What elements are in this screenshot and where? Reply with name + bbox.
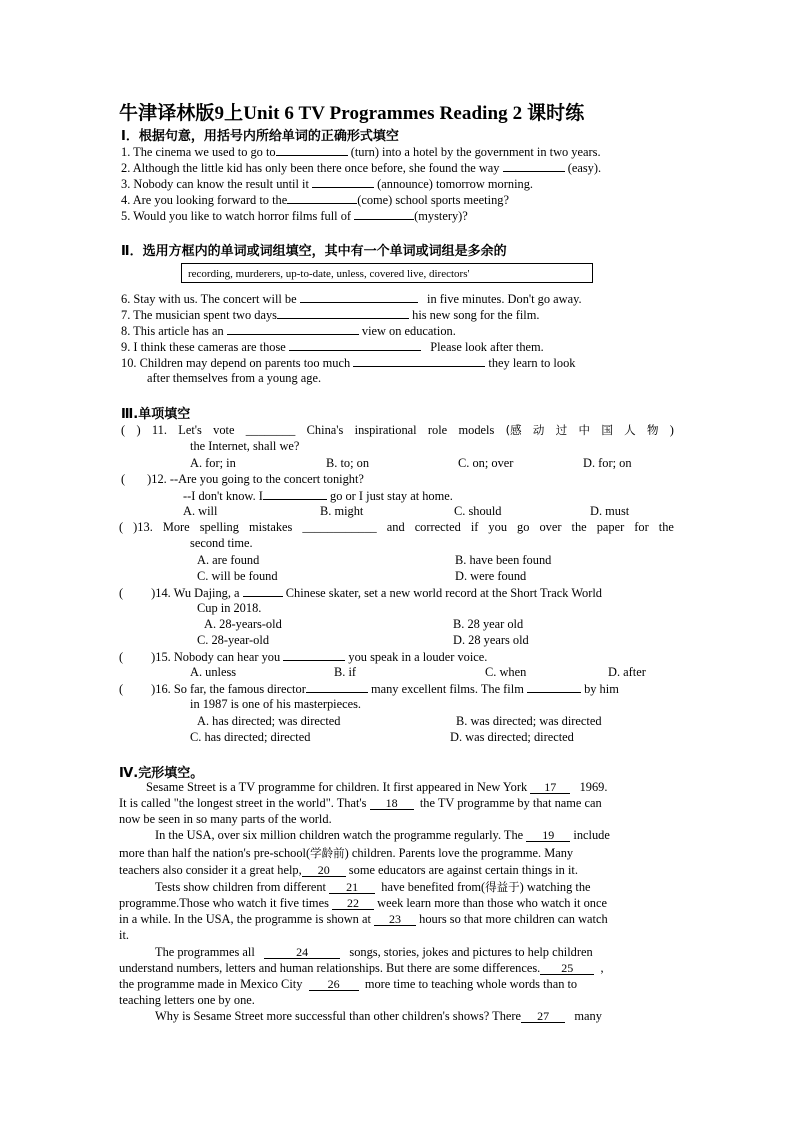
answer-blank-16b[interactable] [527, 680, 581, 693]
answer-blank-3[interactable] [312, 175, 374, 188]
q16-option-a[interactable]: A. has directed; was directed [197, 714, 341, 728]
question-14-line2: Cup in 2018. [197, 601, 262, 615]
answer-blank-14[interactable] [243, 584, 283, 597]
q16-option-d[interactable]: D. was directed; directed [450, 730, 574, 744]
cloze-blank-27[interactable]: 27 [521, 1010, 565, 1023]
q12-option-a[interactable]: A. will [183, 504, 218, 518]
cloze-blank-26[interactable]: 26 [309, 978, 359, 991]
q14-option-d[interactable]: D. 28 years old [453, 633, 529, 647]
answer-blank-1[interactable] [276, 143, 348, 156]
passage-p2-line1: In the USA, over six million children watch the programme regularly. The 19 include [155, 828, 610, 842]
q15-option-d[interactable]: D. after [608, 665, 646, 679]
word-bank-box: recording, murderers, up-to-date, unless, covered live, directors' [181, 263, 593, 283]
answer-blank-12[interactable] [263, 487, 327, 500]
question-7: 7. The musician spent two days his new song for the film. [121, 308, 540, 322]
answer-blank-7[interactable] [277, 306, 409, 319]
q12-option-d[interactable]: D. must [590, 504, 630, 518]
passage-p4-line2: understand numbers, letters and human relationships. But there are some differences. 25 , [119, 961, 604, 975]
cloze-blank-24[interactable]: 24 [264, 946, 340, 959]
page-title: 牛津译林版9上Unit 6 TV Programmes Reading 2 课时练 [119, 103, 585, 124]
answer-blank-9[interactable] [289, 338, 421, 351]
question-1: 1. The cinema we used to go to (turn) into a hotel by the government in two years. [121, 145, 601, 159]
passage-p3-line2: programme.Those who watch it five times 22 week learn more than those who watch it once [119, 896, 607, 910]
question-12-line1: ( )12. --Are you going to the concert tonight? [121, 472, 364, 486]
passage-p2-line3: teachers also consider it a great help, 20 some educators are against certain things in it. [119, 863, 578, 877]
question-11-line1: ( ) 11. Let's vote ________ China's inspirational role models (感 动 过 中 国 人 物 ) [121, 423, 674, 437]
q15-option-b[interactable]: B. if [334, 665, 357, 679]
q15-option-c[interactable]: C. when [485, 665, 527, 679]
question-10-continued: after themselves from a young age. [147, 371, 322, 385]
passage-p3-line1: Tests show children from different 21 have benefited from(得益于) watching the [155, 880, 591, 894]
passage-p5-line1: Why is Sesame Street more successful than other children's shows? There 27 many [155, 1009, 602, 1023]
q16-option-b[interactable]: B. was directed; was directed [456, 714, 602, 728]
q11-option-d[interactable]: D. for; on [583, 456, 632, 470]
answer-blank-6[interactable] [300, 290, 418, 303]
cloze-blank-19[interactable]: 19 [526, 829, 570, 842]
q13-option-c[interactable]: C. will be found [197, 569, 278, 583]
question-6: 6. Stay with us. The concert will be in five minutes. Don't go away. [121, 292, 582, 306]
q13-option-a[interactable]: A. are found [197, 553, 260, 567]
cloze-blank-25[interactable]: 25 [540, 962, 594, 975]
section2-heading: Ⅱ．选用方框内的单词或词组填空，其中有一个单词或词组是多余的 [121, 244, 507, 259]
q13-option-b[interactable]: B. have been found [455, 553, 552, 567]
passage-p4-line4: teaching letters one by one. [119, 993, 255, 1007]
question-16-line2: in 1987 is one of his masterpieces. [190, 697, 362, 711]
question-4: 4. Are you looking forward to the (come) school sports meeting? [121, 193, 509, 207]
cloze-blank-20[interactable]: 20 [302, 864, 346, 877]
passage-p3-line3: in a while. In the USA, the programme is shown at 23 hours so that more children can watch [119, 912, 608, 926]
cloze-blank-23[interactable]: 23 [374, 913, 416, 926]
answer-blank-5[interactable] [354, 207, 414, 220]
q14-option-b[interactable]: B. 28 year old [453, 617, 524, 631]
q15-option-a[interactable]: A. unless [190, 665, 237, 679]
q14-option-a[interactable]: A. 28-years-old [204, 617, 282, 631]
cloze-blank-18[interactable]: 18 [370, 797, 414, 810]
answer-blank-10[interactable] [353, 354, 485, 367]
question-11-line2: the Internet, shall we? [190, 439, 300, 453]
question-8: 8. This article has an view on education. [121, 324, 456, 338]
cloze-blank-22[interactable]: 22 [332, 897, 374, 910]
q12-option-c[interactable]: C. should [454, 504, 502, 518]
question-12-line2: --I don't know. I go or I just stay at home. [183, 489, 453, 503]
q12-option-b[interactable]: B. might [320, 504, 364, 518]
section3-heading: Ⅲ.单项填空 [121, 407, 191, 422]
passage-p1-line2: It is called "the longest street in the world". That's 18 the TV programme by that name can [119, 796, 602, 810]
question-13-line1: ( )13. More spelling mistakes ____________ and corrected if you go over the paper for the [119, 520, 674, 534]
passage-p1-line3: now be seen in so many parts of the world. [119, 812, 332, 826]
question-10: 10. Children may depend on parents too much they learn to look [121, 356, 576, 370]
answer-blank-16a[interactable] [306, 680, 368, 693]
cloze-blank-17[interactable]: 17 [530, 781, 570, 794]
q14-option-c[interactable]: C. 28-year-old [197, 633, 270, 647]
passage-p2-line2: more than half the nation's pre-school(学龄前) children. Parents love the programme. Many [119, 846, 574, 860]
q13-option-d[interactable]: D. were found [455, 569, 527, 583]
question-15-line1: ( )15. Nobody can hear you you speak in a louder voice. [119, 650, 488, 664]
passage-p3-line4: it. [119, 928, 129, 942]
passage-p4-line3: the programme made in Mexico City 26 more time to teaching whole words than to [119, 977, 578, 991]
q16-option-c[interactable]: C. has directed; directed [190, 730, 311, 744]
section1-heading: Ⅰ．根据句意，用括号内所给单词的正确形式填空 [121, 129, 399, 144]
answer-blank-4[interactable] [287, 191, 357, 204]
question-16-line1: ( )16. So far, the famous director many excellent films. The film by him [119, 682, 619, 696]
answer-blank-2[interactable] [503, 159, 565, 172]
q11-option-c[interactable]: C. on; over [458, 456, 514, 470]
q11-option-b[interactable]: B. to; on [326, 456, 370, 470]
question-3: 3. Nobody can know the result until it (announce) tomorrow morning. [121, 177, 534, 191]
answer-blank-15[interactable] [283, 648, 345, 661]
question-5: 5. Would you like to watch horror films full of (mystery)? [121, 209, 468, 223]
question-14-line1: ( )14. Wu Dajing, a Chinese skater, set a new world record at the Short Track World [119, 586, 602, 600]
section4-heading: Ⅳ.完形填空。 [119, 766, 204, 781]
question-9: 9. I think these cameras are those Please look after them. [121, 340, 544, 354]
passage-p1-line1: Sesame Street is a TV programme for children. It first appeared in New York 17 1969. [146, 780, 608, 794]
question-2: 2. Although the little kid has only been there once before, she found the way (easy). [121, 161, 602, 175]
answer-blank-8[interactable] [227, 322, 359, 335]
passage-p4-line1: The programmes all 24 songs, stories, jokes and pictures to help children [155, 945, 593, 959]
cloze-blank-21[interactable]: 21 [329, 881, 375, 894]
q11-option-a[interactable]: A. for; in [190, 456, 236, 470]
question-13-line2: second time. [190, 536, 253, 550]
